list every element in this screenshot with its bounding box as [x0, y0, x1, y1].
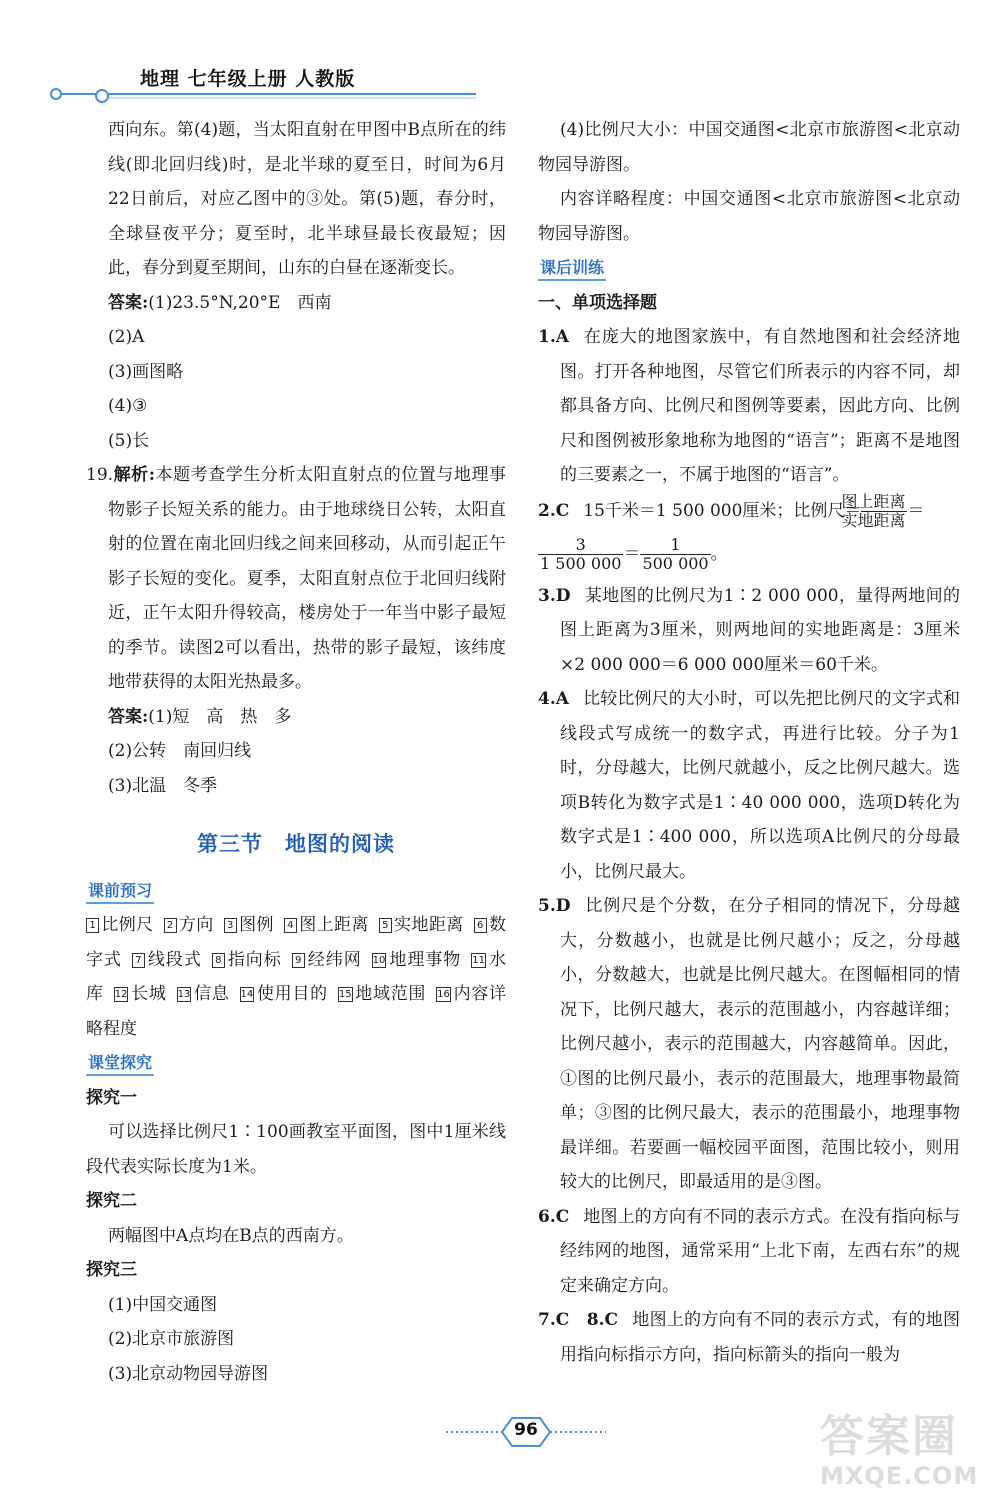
item-text: 经纬网 — [306, 949, 362, 970]
item-number-box: 14 — [240, 989, 254, 1000]
preview-item — [177, 984, 230, 1004]
preview-item — [212, 950, 282, 970]
explore-item: (1)中国交通图 — [108, 1294, 218, 1315]
item-text: 水库 — [86, 949, 507, 1004]
item-text: 内容详略程度 — [86, 984, 507, 1039]
item-number-box: 10 — [372, 954, 386, 966]
item-number-box: 15 — [338, 989, 352, 1000]
item-number-box: 16 — [437, 989, 450, 1000]
formula-line — [538, 536, 960, 573]
page-number-text: 96 — [514, 1420, 538, 1440]
question-6 — [538, 1200, 960, 1304]
item-text: 信息 — [193, 984, 230, 1004]
answer-label: 答案: — [108, 292, 149, 313]
analysis-text: 本题考查学生分析太阳直射点的位置与地理事物影子长短关系的能力。由于地球绕日公转，太阳直射的位置在南北回归线之间来回移动，从而引起正午影子长短的变化。夏季，太阳直射点位于北回归线附近，正午太阳升得较高，楼房处于一年当中影子最短的季节。读图2可以看出，热带的影子最短，该纬度地带获得的太阳光热最多。 — [108, 465, 507, 692]
question-2 — [538, 493, 960, 530]
item-number-box: 6 — [474, 918, 487, 933]
preview-answers — [86, 908, 506, 1046]
item-number-box: 8 — [212, 953, 225, 968]
preview-item — [284, 915, 369, 935]
answer-label: 答案: — [108, 706, 149, 727]
item-text: 图上距离 — [298, 915, 369, 935]
question-text: 比较比例尺的大小时，可以先把比例尺的文字式和线段式写成统一的数字式，再进行比较。分子为1时，分母越大，比例尺就越小，反之比例尺越大。选项B转化为数字式是1∶40 000 000，选项D转化为数字式是1∶400 000，所以选项A比例尺的分母最小，比例尺最大。 — [560, 689, 960, 882]
question-3 — [538, 579, 960, 683]
question-text: 15千米＝1 500 000厘米；比例尺＝ — [583, 500, 862, 521]
answer-18 — [86, 286, 506, 459]
question-number: 1.A — [538, 327, 569, 347]
left-column — [86, 113, 506, 1391]
answer-item: (3)画图略 — [108, 361, 184, 382]
question-5 — [538, 889, 960, 1200]
header-title: 地理 七年级上册 人教版 — [140, 68, 356, 90]
preview-item — [379, 915, 464, 935]
explore-heading-3: 探究三 — [86, 1260, 137, 1280]
item-text: 实地距离 — [393, 915, 464, 935]
item-number-box: 3 — [224, 918, 237, 933]
question-number: 5.D — [538, 896, 571, 916]
preview-item — [164, 915, 214, 935]
fraction-ratio — [841, 491, 907, 530]
after-class-tag: 课后训练 — [538, 257, 606, 281]
question-number: 4.A — [538, 689, 569, 709]
item-text: 数字式 — [86, 915, 507, 970]
item-text: 指向标 — [226, 949, 282, 970]
item-number-box: 9 — [292, 953, 305, 968]
item-text: 长城 — [130, 984, 167, 1004]
question-19 — [86, 458, 506, 700]
watermark — [820, 1412, 1000, 1497]
fraction-numerator: 1 — [640, 536, 710, 555]
header-decoration — [46, 78, 476, 108]
item-number-box: 4 — [284, 918, 297, 933]
fraction-numerator: 3 — [538, 536, 623, 555]
section-title: 第三节 地图的阅读 — [197, 832, 395, 856]
question-number: 3.D — [538, 585, 571, 606]
answer-item: (1)23.5°N,20°E 西南 — [148, 292, 332, 313]
explore-text-1: 可以选择比例尺1∶100画教室平面图，图中1厘米线段代表实际长度为1米。 — [86, 1122, 506, 1177]
preview-item — [224, 915, 274, 935]
item-text: 使用目的 — [256, 984, 328, 1004]
fraction-denominator: 实地距离 — [841, 510, 906, 530]
preview-item — [372, 950, 462, 970]
preview-item — [132, 950, 202, 970]
section-heading: 一、单项选择题 — [538, 292, 657, 313]
explore-heading-1: 探究一 — [86, 1087, 137, 1108]
watermark-text: 答案圈 — [820, 1411, 958, 1462]
preview-item — [86, 915, 154, 935]
item-text: 方向 — [178, 915, 214, 935]
analysis-label: 解析: — [113, 465, 155, 485]
fraction-value — [538, 536, 623, 573]
period: 。 — [710, 543, 728, 564]
item-number-box: 12 — [114, 989, 128, 1000]
answer-item: (3)北温 冬季 — [108, 775, 218, 796]
item-text: 比例尺 — [101, 915, 154, 935]
fraction-result — [640, 536, 710, 573]
question-7-8 — [538, 1303, 960, 1372]
question-number: 19. — [86, 465, 114, 485]
preview-tag: 课前预习 — [86, 880, 154, 904]
question-1 — [538, 320, 960, 493]
item-text: 地理事物 — [388, 949, 462, 970]
answer-item: (1)短 高 热 多 — [148, 706, 292, 727]
explore-item: (3)北京动物园导游图 — [108, 1363, 269, 1384]
item-text: 地域范围 — [354, 984, 427, 1004]
question-text: 在庞大的地图家族中，有自然地图和社会经济地图。打开各种地图，尽管它们所表示的内容不同，却都具备方向、比例尺和图例等要素，因此方向、比例尺和图例被形象地称为地图的“语言”；距离不是地图的三要素之一，不属于地图的“语言”。 — [560, 327, 960, 485]
page-number — [446, 1414, 606, 1450]
answer-item: (2)公转 南回归线 — [108, 741, 252, 761]
question-text: 某地图的比例尺为1∶2 000 000，量得两地间的图上距离为3厘米，则两地间的实地距离是：3厘米×2 000 000＝6 000 000厘米＝60千米。 — [560, 585, 960, 675]
equals-sign: ＝ — [623, 543, 641, 564]
answer-item: (4)③ — [108, 396, 148, 416]
right-text: (4)比例尺大小：中国交通图<北京市旅游图<北京动物园导游图。 — [538, 120, 960, 175]
question-number: 6.C — [538, 1206, 570, 1227]
page-header — [46, 56, 476, 116]
item-number-box: 13 — [177, 989, 191, 1000]
fraction-denominator: 1 500 000 — [540, 553, 622, 573]
preview-item — [114, 984, 167, 1004]
item-number-box: 1 — [86, 918, 99, 933]
explore-heading-2: 探究二 — [86, 1191, 137, 1211]
right-text: 内容详略程度：中国交通图<北京市旅游图<北京动物园导游图。 — [538, 189, 960, 244]
question-text: 地图上的方向有不同的表示方式，有的地图用指向标指示方向，指向标箭头的指向一般为 — [560, 1310, 960, 1365]
explore-item: (2)北京市旅游图 — [108, 1329, 235, 1349]
preview-item — [240, 984, 328, 1004]
watermark-url: MXQE.COM — [820, 1462, 979, 1490]
fraction-numerator: 图上距离 — [841, 491, 906, 511]
answer-item: (5)长 — [108, 430, 150, 451]
preview-item — [292, 950, 362, 970]
paragraph-continued: 西向东。第(4)题，当太阳直射在甲图中B点所在的纬线(即北回归线)时，是北半球的夏至日，时间为6月22日前后，对应乙图中的③处。第(5)题，春分时，全球昼夜平分；夏至时，北半球昼最长夜最短；因此，春分到夏至期间，山东的白昼在逐渐变长。 — [108, 120, 506, 278]
question-text: 地图上的方向有不同的表示方式。在没有指向标与经纬网的地图，通常采用“上北下南，左西右东”的规定来确定方向。 — [560, 1206, 960, 1296]
item-number-box: 7 — [132, 953, 145, 968]
explore-tag: 课堂探究 — [86, 1052, 154, 1076]
question-number: 7.C 8.C — [538, 1310, 619, 1330]
item-text: 图例 — [238, 915, 274, 935]
equals-sign: ＝ — [907, 500, 925, 521]
item-number-box: 5 — [379, 918, 392, 933]
question-4 — [538, 682, 960, 889]
answer-19 — [86, 700, 506, 804]
answer-item: (2)A — [108, 327, 145, 347]
fraction-denominator: 500 000 — [642, 553, 709, 573]
explore-text-2: 两幅图中A点均在B点的西南方。 — [108, 1225, 354, 1246]
right-column — [538, 113, 960, 1372]
question-text: 比例尺是个分数，在分子相同的情况下，分母越大，分数越小，也就是比例尺越小；反之，分母越小，分数越大，也就是比例尺越大。在图幅相同的情况下，比例尺越大，表示的范围越小，内容越详细；比例尺越小，表示的范围越大，内容越简单。因此，①图的比例尺最小，表示的范围最大，地理事物最简单；③图的比例尺最大，表示的范围最小，地理事物最详细。若要画一幅校园平面图，范围比较小，则用较大的比例尺，即最适用的是③图。 — [560, 896, 960, 1192]
question-number: 2.C — [538, 500, 570, 521]
item-text: 线段式 — [146, 949, 202, 970]
item-number-box: 11 — [472, 954, 486, 966]
preview-item — [338, 984, 426, 1004]
item-number-box: 2 — [164, 918, 177, 933]
